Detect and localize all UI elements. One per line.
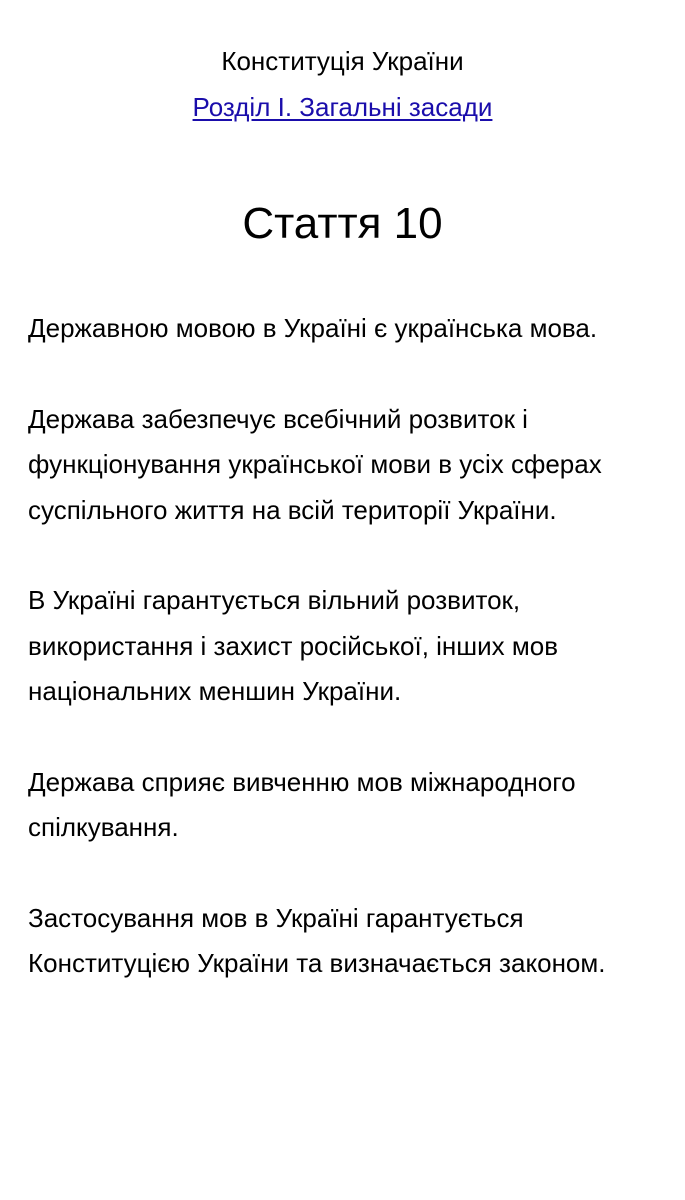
article-paragraph: Застосування мов в Україні гарантується Конституцією України та визначається законом. bbox=[28, 902, 606, 978]
article-paragraph: Державною мовою в Україні є українська мова. bbox=[28, 313, 598, 343]
article-paragraph: Держава сприяє вивченню мов міжнародного спілкування. bbox=[28, 766, 576, 842]
article-heading: Стаття 10 bbox=[242, 199, 443, 248]
article-paragraph: Держава забезпечує всебічний розвиток і функціонування української мови в усіх сферах суспільного життя на всій території України. bbox=[28, 403, 602, 525]
document-title: Конституція України bbox=[221, 46, 464, 76]
document-header bbox=[0, 0, 685, 124]
article-body bbox=[0, 250, 685, 987]
article-paragraph: В Україні гарантується вільний розвиток, використання і захист російської, інших мов національних меншин України. bbox=[28, 585, 559, 706]
section-link[interactable]: Розділ I. Загальні засади bbox=[192, 92, 493, 122]
